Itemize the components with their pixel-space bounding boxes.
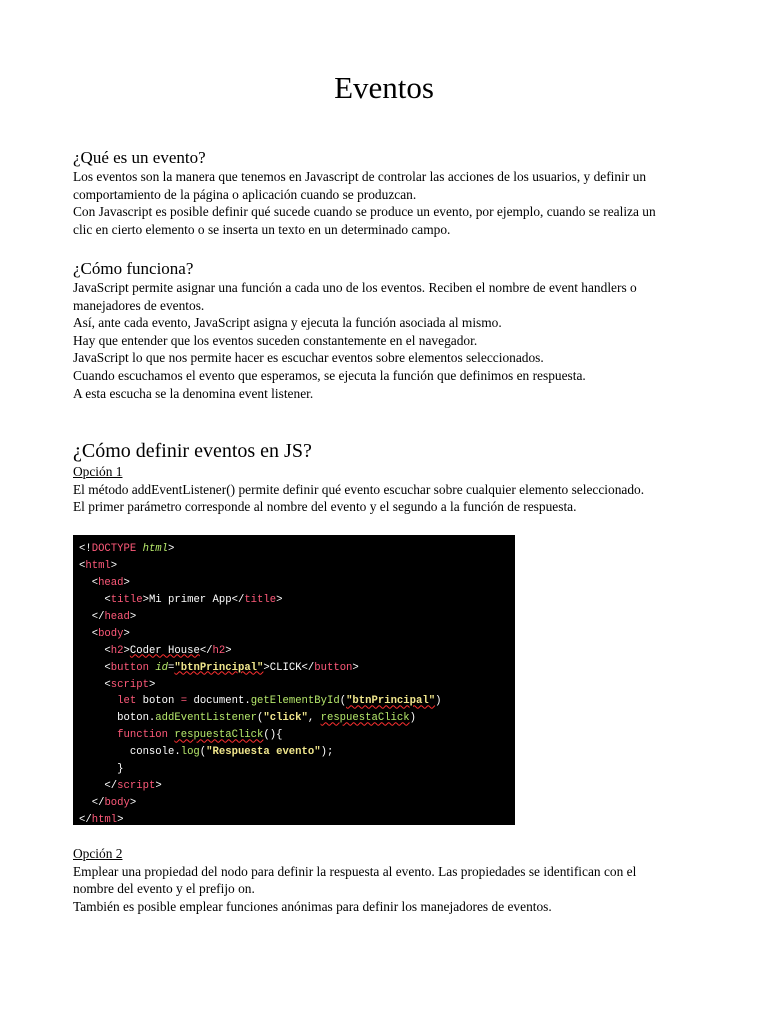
text-line: comportamiento de la página o aplicación cuando se produzcan. (73, 186, 417, 202)
code-line: let boton = document.getElementById("btnPrincipal") (117, 695, 442, 708)
code-line: } (79, 763, 124, 776)
paragraph-opcion-2 (73, 845, 703, 915)
option-1-label: Opción 1 (73, 464, 123, 479)
code-line: </html> (79, 814, 124, 826)
paragraph-opcion-1 (73, 463, 703, 516)
heading-como-funciona: ¿Cómo funciona? (73, 259, 194, 278)
paragraph-como-funciona (73, 279, 703, 402)
text-line: JavaScript lo que nos permite hacer es escuchar eventos sobre elementos seleccionados. (73, 350, 544, 366)
heading-que-es-evento: ¿Qué es un evento? (73, 148, 206, 167)
code-line: </head> (79, 610, 137, 623)
text-line: El método addEventListener() permite definir qué evento escuchar sobre cualquier elemento seleccionado. (73, 481, 645, 497)
code-snippet-image (73, 535, 515, 825)
text-line: También es posible emplear funciones anónimas para definir los manejadores de eventos. (73, 898, 552, 914)
text-line: Hay que entender que los eventos suceden constantemente en el navegador. (73, 332, 478, 348)
code-line: <html> (79, 559, 118, 572)
code-line: boton.addEventListener("click", respuestaClick) (79, 712, 416, 725)
text-line: nombre del evento y el prefijo on. (73, 881, 255, 897)
text-line: A esta escucha se la denomina event listener. (73, 385, 314, 401)
option-2-label: Opción 2 (73, 846, 123, 861)
page-title: Eventos (334, 70, 434, 105)
code-line: <head> (79, 576, 130, 589)
text-line: El primer parámetro corresponde al nombre del evento y el segundo a la función de respuesta. (73, 499, 577, 515)
code-line: <body> (79, 627, 130, 640)
text-line: Con Javascript es posible definir qué sucede cuando se produce un evento, por ejemplo, cuando se realiza un (73, 204, 656, 220)
text-line: Cuando escuchamos el evento que esperamos, se ejecuta la función que definimos en respuesta. (73, 367, 586, 383)
text-line: JavaScript permite asignar una función a cada uno de los eventos. Reciben el nombre de event handlers o (73, 280, 637, 295)
text-line: Emplear una propiedad del nodo para definir la respuesta al evento. Las propiedades se identifican con el (73, 863, 637, 879)
code-line: <script> (79, 678, 156, 691)
code-line: </body> (79, 797, 137, 810)
text-line: Los eventos son la manera que tenemos en Javascript de controlar las acciones de los usuarios, y definir un (73, 169, 647, 184)
code-line: <title>Mi primer App</title> (79, 593, 283, 606)
code-line: <!DOCTYPE html> (79, 543, 175, 555)
text-line: clic en cierto elemento o se inserta un texto en un determinado campo. (73, 221, 451, 237)
text-line: manejadores de eventos. (73, 297, 205, 313)
code-line: function respuestaClick(){ (117, 729, 283, 742)
text-line: Así, ante cada evento, JavaScript asigna y ejecuta la función asociada al mismo. (73, 315, 502, 331)
code-line: console.log("Respuesta evento"); (79, 746, 334, 759)
heading-como-definir-eventos: ¿Cómo definir eventos en JS? (73, 440, 312, 462)
code-line: <button id="btnPrincipal">CLICK</button> (79, 661, 359, 674)
code-line: </script> (79, 780, 162, 793)
code-line: <h2>Coder House</h2> (79, 644, 232, 657)
paragraph-que-es-evento (73, 168, 703, 238)
